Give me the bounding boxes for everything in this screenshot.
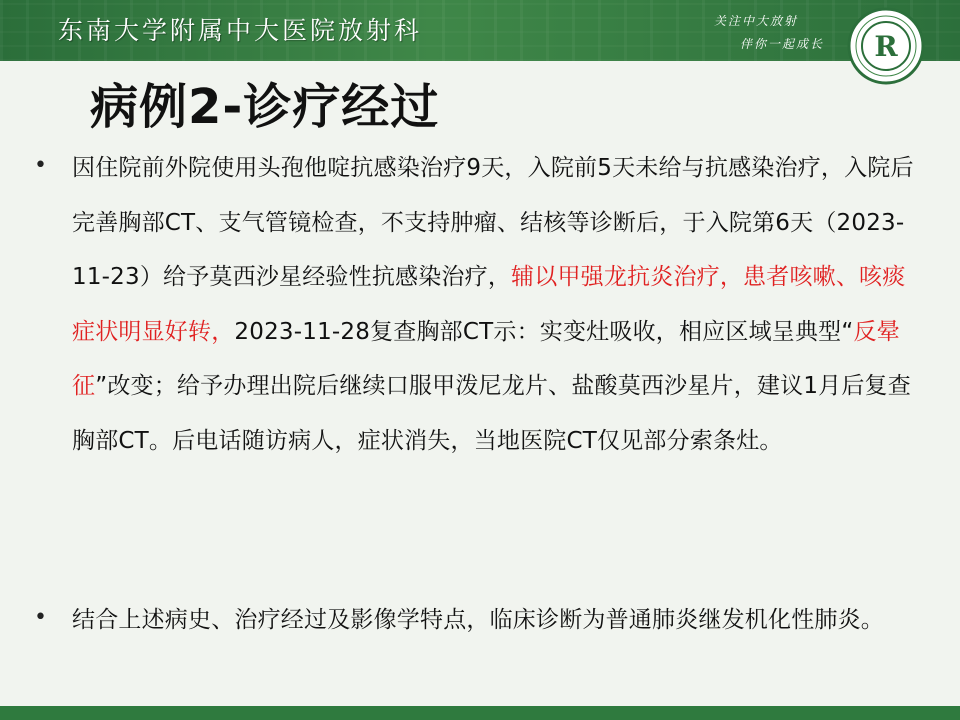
course-text-2: 2023-11-28复查胸部CT示：实变灶吸收，相应区域呈典型“ bbox=[234, 318, 854, 345]
slogan-line-2: 伴你一起成长 bbox=[740, 37, 825, 51]
course-highlight-1: 辅以甲强龙抗炎治疗，患者咳嗽、咳痰症状明显好转， bbox=[72, 264, 906, 345]
course-text-3: ”改变；给予办理出院后继续口服甲泼尼龙片、盐酸莫西沙星片，建议1月后复查胸部CT。后电话随访病人，症状消失，当地医院CT仅见部分索条灶。 bbox=[72, 373, 911, 454]
institution-name: 东南大学附属中大医院放射科 bbox=[58, 16, 423, 45]
bullet-marker: • bbox=[34, 153, 47, 178]
logo-letter: R bbox=[874, 30, 898, 63]
course-text-1: 因住院前外院使用头孢他啶抗感染治疗9天，入院前5天未给与抗感染治疗，入院后完善胸部CT、支气管镜检查，不支持肿瘤、结核等诊断后，于入院第6天（2023-11-23）给予莫西沙星经验性抗感染治疗， bbox=[72, 155, 914, 290]
course-highlight-2: 反晕征 bbox=[72, 318, 900, 399]
paragraph-course bbox=[72, 141, 922, 468]
footer-bar bbox=[0, 706, 960, 720]
bullet-marker: • bbox=[34, 605, 47, 630]
slogan-line-1: 关注中大放射 bbox=[714, 14, 799, 28]
hospital-logo bbox=[846, 6, 926, 86]
paragraph-diagnosis: 结合上述病史、治疗经过及影像学特点，临床诊断为普通肺炎继发机化性肺炎。 bbox=[72, 607, 884, 633]
header-banner bbox=[0, 0, 960, 61]
slide-title: 病例2-诊疗经过 bbox=[90, 79, 440, 135]
